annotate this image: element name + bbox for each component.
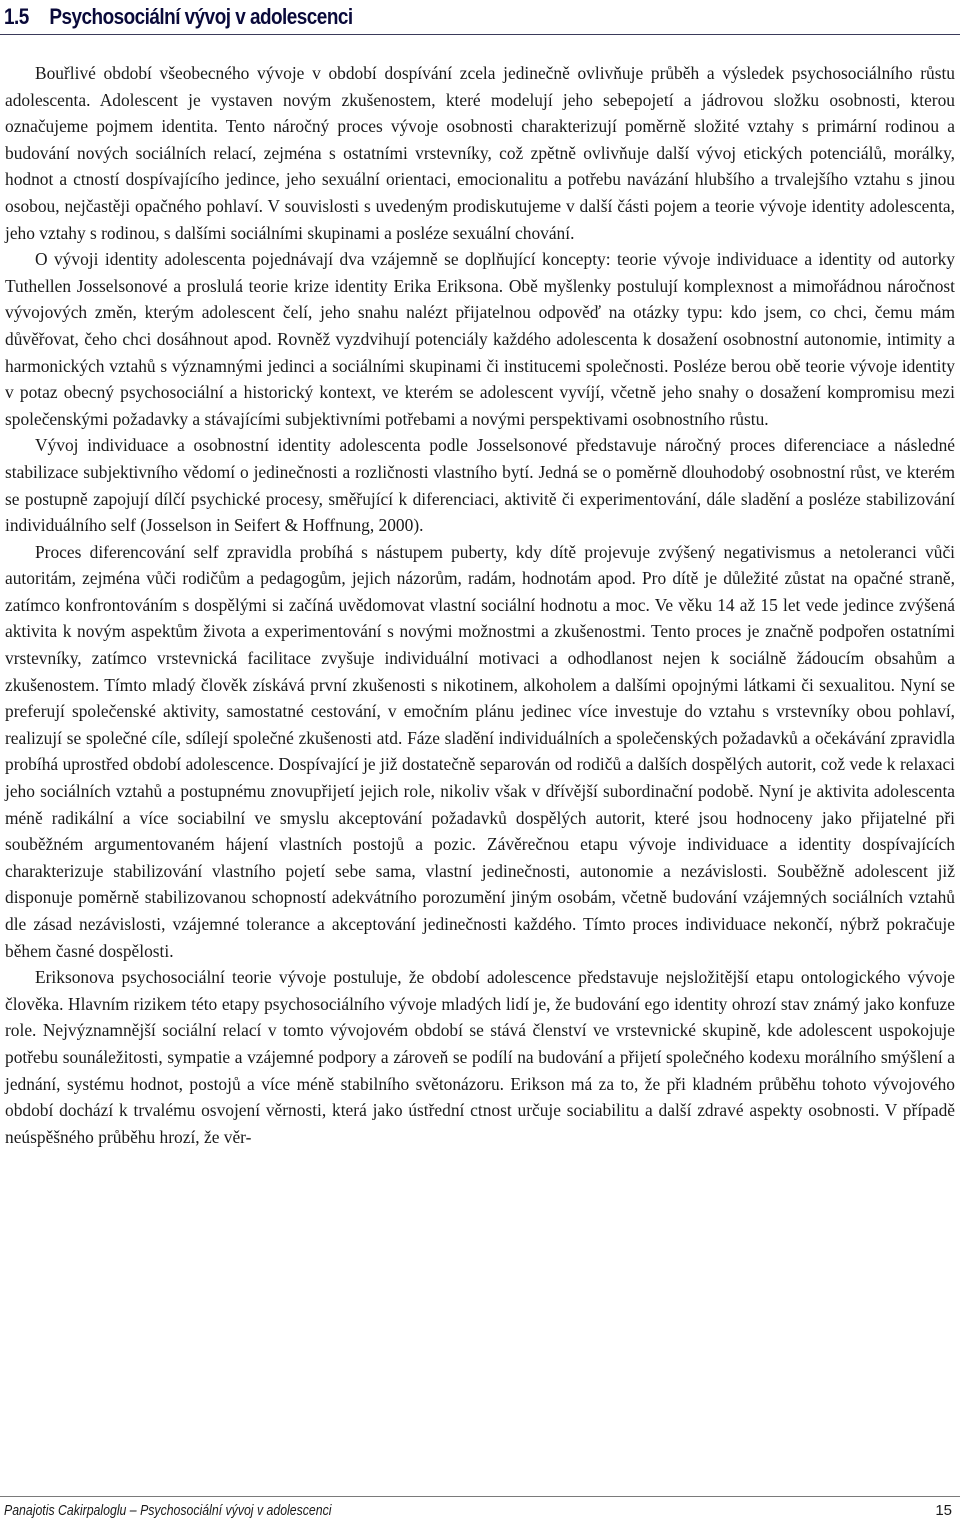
paragraph-1: Bouřlivé období všeobecného vývoje v období dospívání zcela jedinečně ovlivňuje průběh a výsledek psychosociálního růstu adolescenta. Adolescent je vystaven novým zkušenostem, které modelují jeho sebepojetí a jádrovou složku osobnosti, kterou označujeme pojmem identita. Tento náročný proces vývoje osobnosti charakterizují poměrně složité vztahy s primární rodinou a budování nových sociálních relací, zejména s ostatními vrstevníky, což zpětně ovlivňuje další vývoj etických potenciálů, morálky, hodnot a ctností dospívajícího jedince, jeho sexuální orientaci, emocionalitu a potřebu navázání hlubšího a trvalejšího vztahu s jinou osobou, nejčastěji opačného pohlaví. V souvislosti s uvedeným prodiskutujeme v další části pojem a teorie vývoje identity adolescenta, jeho vztahy s rodinou, s dalšími sociálními skupinami a posléze sexuální chování.: [5, 63, 955, 243]
paragraph-3: Vývoj individuace a osobnostní identity adolescenta podle Josselsonové představuje náročný proces diferenciace a následné stabilizace subjektivního vědomí o jedinečnosti a rozličnosti vlastního bytí. Jedná se o poměrně dlouhodobý osobnostní růst, ve kterém se postupně zapojují dílčí psychické procesy, směřující k diferenciaci, aktivitě či experimentování, dále sladění a posléze stabilizování individuálního self (Josselson in Seifert & Hoffnung, 2000).: [5, 435, 955, 536]
running-title: Panajotis Cakirpaloglu – Psychosociální vývoj v adolescenci: [4, 1502, 332, 1519]
paragraph-2: O vývoji identity adolescenta pojednávají dva vzájemně se doplňující koncepty: teorie vývoje individuace a identity od autorky Tuthellen Josselsonové a proslulá teorie krize identity Erika Eriksona. Obě myšlenky postulují komplexnost a mimořádnou náročnost vývojových změn, kterým adolescent čelí, jeho snahu nalézt přijatelnou odpověď na otázky typu: kdo jsem, co chci, čemu mám důvěřovat, čeho chci dosáhnout apod. Rovněž vyzdvihují potenciály každého adolescenta k dosažení osobnostní autonomie, intimity a harmonických vztahů s významnými jedinci a sociálními skupinami či institucemi společnosti. Posléze berou obě teorie vývoje identity v potaz obecný psychosociální a historický kontext, ve kterém se adolescent vyvíjí, včetně jeho snahy o dosažení kompromisu mezi společenskými požadavky a stávajícími subjektivními potřebami a novými perspektivami osobnostního růstu.: [5, 249, 955, 429]
heading-rule: [0, 34, 960, 35]
paragraph-4: Proces diferencování self zpravidla probíhá s nástupem puberty, kdy dítě projevuje zvýšený negativismus a netoleranci vůči autoritám, zejména vůči rodičům a pedagogům, jejich názorům, radám, hodnotám apod. Pro dítě je důležité zůstat na opačné straně, zatímco konfrontováním s dospělými si začíná uvědomovat vlastní sociální hodnotu a moc. Ve věku 14 až 15 let vede jedince zvýšená aktivita k novým aspektům života a experimentování s novými možnostmi a zkušenostmi. Tento proces je značně podpořen ostatními vrstevníky, zatímco vrstevnická facilitace zvyšuje individuální motivaci a odhodlanost nejen k sociálně žádoucím obsahům a zkušenostem. Tímto mladý člověk získává první zkušenosti s nikotinem, alkoholem a dalšími opojnými látkami či sexualitou. Nyní se preferují společenské aktivity, samostatné cestování, v emočním plánu jedinec více investuje do vztahu s vrstevníky obou pohlaví, realizují se společné cíle, sdílejí společné zkušenosti atd. Fáze sladění individuálních a společenských požadavků a očekávání zpravidla probíhá uprostřed období adolescence. Dospívající je již dostatečně separován od rodičů a dalších dospělých autorit, což vede k relaxaci jeho sociálních vztahů a postupnému znovupřijetí jejich role, nikoliv však v dřívější subordinační podobě. Nyní je aktivita adolescenta méně radikální a více sociabilní ve smyslu akceptování požadavků dospělých autorit, které jsou hodnoceny jako přijatelné při souběžném argumentovaném hájení vlastních postojů a pozic. Závěrečnou etapu vývoje individuace a identity dospívajících charakterizuje stabilizování vlastního pojetí sebe sama, vlastní jedinečnosti, autonomie a nezávislosti. Souběžně adolescent již disponuje poměrně stabilizovanou schopností adekvátního porozumění jiným osobám, včetně budování vzájemných sociálních vztahů dle zásad nezávislosti, vzájemné tolerance a akceptování jedinečnosti každého. Tímto proces individuace nekončí, nýbrž pokračuje během časné dospělosti.: [5, 541, 955, 961]
section-number: 1.5: [4, 4, 29, 29]
section-title: Psychosociální vývoj v adolescenci: [49, 4, 353, 29]
body-text: [5, 60, 955, 1150]
paragraph-5: Eriksonova psychosociální teorie vývoje postuluje, že období adolescence představuje nejsložitější etapu ontologického vývoje člověka. Hlavním rizikem této etapy psychosociálního vývoje mladých lidí je, že budování ego identity ohrozí stav známý jako konfuze role. Nejvýznamnější sociální relací v tomto vývojovém období se stává členství ve vrstevnické skupině, kde adolescent uspokojuje potřebu sounáležitosti, sympatie a vzájemné podpory a zároveň se podílí na budování a přijetí společného kodexu morálního smýšlení a jednání, systému hodnot, postojů a více méně stabilního světonázoru. Erikson má za to, že při kladném průběhu tohoto vývojového období dochází k trvalému osvojení věrnosti, která jako ústřední ctnost určuje sociabilitu a další zdravé aspekty osobnosti. V případě neúspěšného průběhu hrozí, že věr-: [5, 967, 955, 1147]
footer-rule: [0, 1496, 960, 1497]
page-number: 15: [935, 1502, 952, 1519]
section-heading: [4, 0, 353, 34]
